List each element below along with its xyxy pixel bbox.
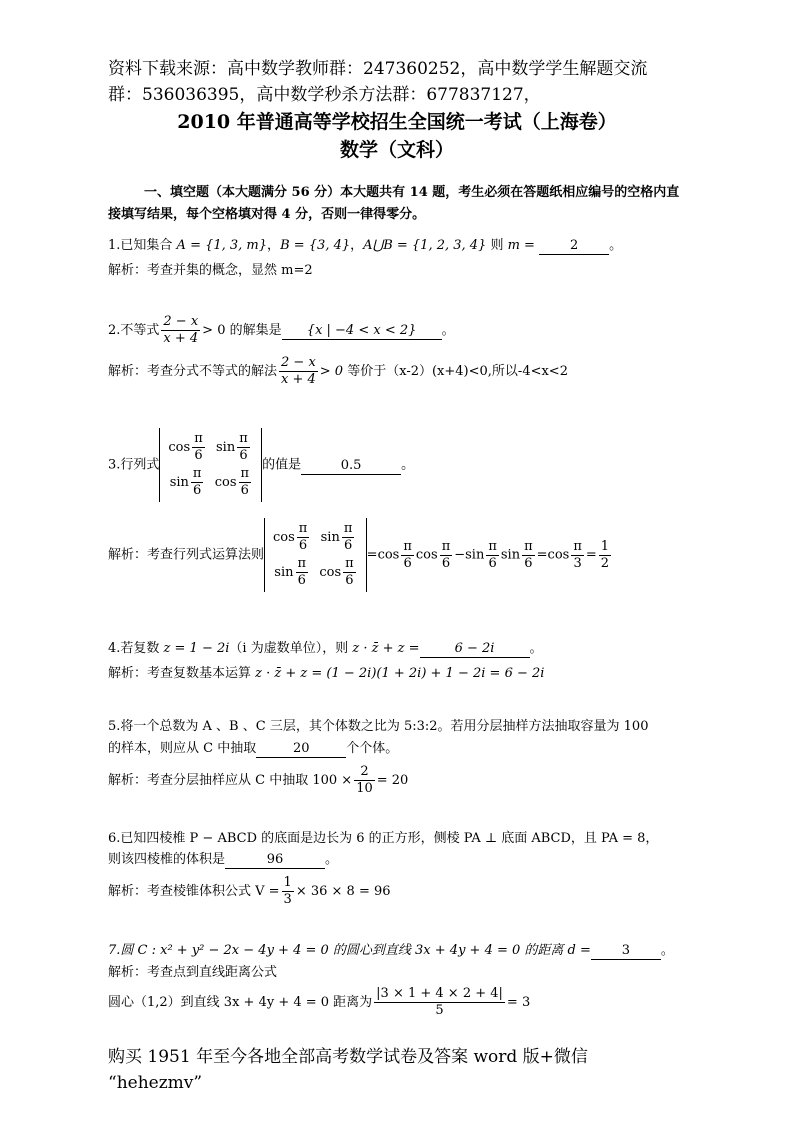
fraction-numerator: 2: [354, 764, 375, 781]
question-5-line-1: 5.将一个总数为 A 、B 、C 三层，其个体数之比为 5:3:2。若用分层抽样方法抽取容量为 100: [108, 719, 649, 734]
math-op: =: [585, 547, 597, 563]
q4-analysis: [108, 665, 544, 683]
q1-sep: ，: [267, 238, 281, 253]
q1-analysis: 解析：考查并集的概念，显然 m=2: [108, 263, 313, 278]
q3-determinant: [159, 428, 262, 502]
fraction-numerator: π: [298, 521, 308, 536]
fraction-denominator: x + 4: [281, 372, 316, 387]
fraction-numerator: π: [345, 556, 354, 571]
q4-text: （i 为虚数单位），则: [229, 641, 353, 656]
fraction-numerator: 1: [283, 875, 292, 890]
fraction-numerator: π: [488, 538, 497, 554]
q1-text: 则: [486, 238, 508, 253]
math-fn: cos: [547, 547, 570, 563]
exam-title: 2010 年普通高等学校招生全国统一考试（上海卷）: [177, 111, 617, 133]
q4-answer-blank: 6 − 2i: [420, 641, 530, 658]
q7-analysis-2: [108, 986, 530, 1019]
question-3: [108, 428, 414, 502]
fraction-numerator: π: [240, 466, 250, 481]
fraction-numerator: π: [239, 431, 248, 446]
fraction-denominator: 6: [240, 483, 249, 498]
q7-analysis-text: = 3: [506, 995, 531, 1010]
q3-end: 。: [401, 457, 415, 473]
q2-analysis-text: > 0: [319, 364, 344, 379]
q4-analysis-text: 解析：考查复数基本运算: [108, 666, 256, 681]
fraction-denominator: 3: [283, 892, 292, 907]
det-cell-text: sin: [216, 440, 236, 455]
question-5-line-2: [108, 740, 398, 758]
source-header: [108, 56, 708, 108]
det-cell-text: cos: [319, 565, 342, 580]
fraction-numerator: π: [343, 521, 353, 536]
det-cell-text: cos: [214, 475, 237, 490]
q4-text: 4.若复数: [108, 641, 164, 656]
fraction-numerator: π: [403, 538, 412, 554]
q6-analysis-text: × 36 × 8 = 96: [295, 884, 391, 899]
fraction-numerator: 1: [600, 538, 610, 554]
fraction-numerator: π: [524, 538, 533, 554]
q7-text: 7.圆 C : x² + y² − 2x − 4y + 4 = 0 的圆心到直线 3x + 4y + 4 = 0 的距离 d =: [108, 943, 591, 958]
det-cell-text: sin: [274, 565, 294, 580]
question-6-line-2: [108, 851, 338, 869]
q5-analysis: [108, 764, 408, 797]
fraction-numerator: π: [192, 466, 202, 481]
q1-text: 1.已知集合: [108, 238, 177, 253]
fraction-denominator: 6: [343, 538, 353, 553]
fraction-numerator: 2 − x: [163, 314, 199, 329]
header-line-2: 群：536036395，高中数学秒杀方法群：677837127，: [108, 85, 541, 105]
math-fn: cos: [377, 547, 400, 563]
q5-analysis-text: = 20: [376, 773, 409, 788]
q1-answer-blank: 2: [539, 238, 609, 255]
det-cell-text: cos: [273, 530, 295, 545]
q6-analysis: [108, 875, 391, 908]
section-heading: 一、填空题（本大题满分 56 分）本大题共有 14 题，考生必须在答题纸相应编号的空格内直接填写结果，每个空格填对得 4 分，否则一律得零分。: [108, 185, 680, 222]
math-fn: cos: [415, 547, 438, 563]
fraction-denominator: 6: [403, 555, 412, 571]
q3-analysis: [108, 518, 613, 592]
q3-analysis-determinant: [264, 518, 367, 592]
q5-text: 个个体。: [346, 741, 399, 756]
q4-math: z = 1 − 2i: [163, 641, 230, 656]
question-1: [108, 237, 622, 255]
q7-answer-blank: 3: [591, 943, 661, 960]
fraction-denominator: 10: [356, 781, 373, 796]
fraction-denominator: 3: [573, 555, 582, 571]
q3-analysis-text: 解析：考查行列式运算法则: [108, 547, 265, 563]
fraction-denominator: 6: [298, 538, 308, 553]
fraction-denominator: 6: [441, 555, 451, 571]
q1-set-a: A = {1, 3, m}: [176, 238, 268, 253]
math-fn: sin: [465, 547, 485, 563]
fraction-denominator: 6: [524, 555, 533, 571]
q4-end: 。: [529, 641, 543, 656]
q2-analysis-fraction: [279, 355, 318, 388]
q5-text: 的样本，则应从 C 中抽取: [108, 741, 257, 756]
question-6-line-1: 6.已知四棱椎 P − ABCD 的底面是边长为 6 的正方形，侧棱 PA ⊥ 底面 ABCD，且 PA = 8，: [108, 831, 659, 846]
q1-sep: ，: [350, 238, 364, 253]
q6-end: 。: [325, 852, 339, 867]
fraction-denominator: 5: [435, 1003, 444, 1018]
q2-analysis-text: 解析：考查分式不等式的解法: [108, 364, 278, 379]
q6-analysis-text: 解析：考查棱锥体积公式 V =: [108, 884, 280, 899]
footer-line-1: 购买 1951 年至今各地全部高考数学试卷及答案 word 版+微信: [108, 1047, 588, 1067]
question-2: [108, 314, 455, 347]
fraction-denominator: 2: [600, 555, 610, 571]
det-cell-text: sin: [320, 530, 340, 545]
math-op: =: [366, 547, 378, 563]
fraction-numerator: π: [297, 556, 307, 571]
q4-analysis-math: z · z̄ + z = (1 − 2i)(1 + 2i) + 1 − 2i = 6 − 2i: [255, 666, 545, 681]
header-line-1: 资料下载来源：高中数学教师群：247360252，高中数学学生解题交流: [108, 59, 648, 79]
q2-end: 。: [441, 323, 455, 338]
q1-end: 。: [609, 238, 623, 253]
q7-analysis-1: 解析：考查点到直线距离公式: [108, 965, 278, 980]
fraction-numerator: |3 × 1 + 4 × 2 + 4|: [376, 986, 503, 1001]
fraction-numerator: π: [441, 538, 451, 554]
q7-fraction: [374, 986, 505, 1019]
q3-answer-blank: 0.5: [301, 458, 401, 475]
q2-text: 2.不等式: [108, 323, 160, 338]
question-7: [108, 942, 674, 960]
fraction-denominator: 6: [239, 448, 248, 463]
q2-fraction: [161, 314, 200, 347]
q5-answer-blank: 20: [256, 741, 346, 758]
fraction-denominator: 6: [297, 573, 306, 588]
fraction-numerator: 2 − x: [281, 355, 316, 370]
fraction-numerator: π: [194, 431, 203, 446]
exam-subtitle: 数学（文科）: [339, 139, 454, 161]
q5-analysis-text: 解析：考查分层抽样应从 C 中抽取 100 ×: [108, 773, 353, 788]
fraction-denominator: 6: [488, 555, 497, 571]
q7-analysis-text: 圆心（1,2）到直线 3x + 4y + 4 = 0 距离为: [108, 995, 373, 1010]
q4-math: z · z̄ + z =: [352, 641, 420, 656]
q3-text: 的值是: [262, 457, 302, 473]
q6-text: 则该四棱椎的体积是: [108, 852, 226, 867]
math-op: =: [536, 547, 548, 563]
fraction-denominator: x + 4: [163, 331, 199, 346]
q2-analysis-text: 等价于（x-2）(x+4)<0,所以-4<x<2: [347, 364, 568, 379]
q1-union: A⋃B = {1, 2, 3, 4}: [363, 238, 487, 253]
fraction-denominator: 6: [194, 448, 203, 463]
q3-text: 3.行列式: [108, 457, 160, 473]
q1-set-b: B = {3, 4}: [280, 238, 351, 253]
q6-answer-blank: 96: [225, 852, 325, 869]
fraction-denominator: 6: [193, 483, 202, 498]
det-cell-text: cos: [168, 440, 191, 455]
purchase-footer: [108, 1044, 728, 1096]
math-op: −: [454, 547, 466, 563]
fraction-numerator: π: [573, 538, 582, 554]
q5-fraction: [354, 764, 375, 797]
q2-text: > 0 的解集是: [202, 323, 282, 338]
q1-var: m =: [507, 238, 535, 253]
math-fn: sin: [500, 547, 521, 563]
question-4: [108, 640, 543, 658]
fraction-denominator: 6: [345, 573, 354, 588]
footer-line-2: “hehezmv”: [108, 1073, 203, 1093]
q2-answer-blank: {x | −4 < x < 2}: [282, 323, 442, 340]
q6-fraction: [282, 875, 294, 908]
det-cell-text: sin: [169, 475, 189, 490]
q7-end: 。: [660, 943, 674, 958]
q2-analysis: [108, 355, 568, 388]
